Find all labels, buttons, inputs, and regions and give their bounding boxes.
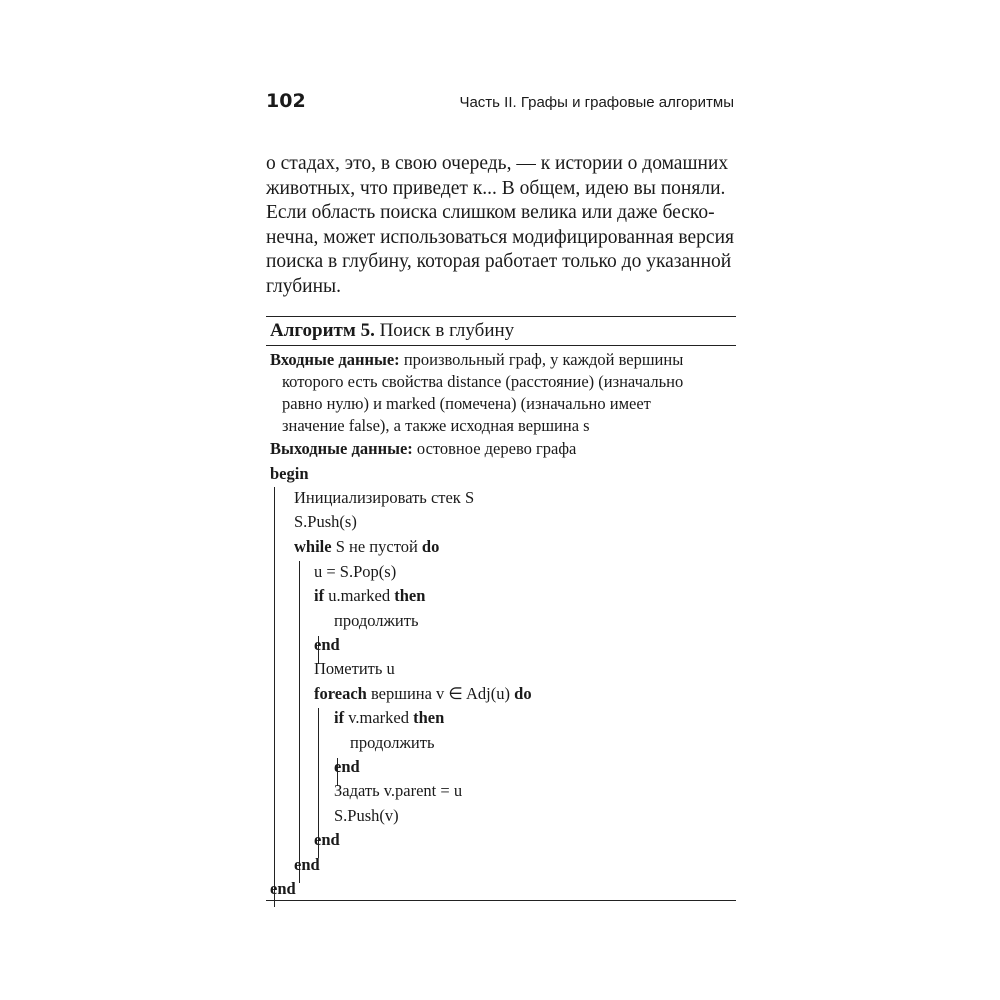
if-line: if v.marked then (334, 708, 445, 727)
output-label: Выходные данные: (270, 439, 413, 458)
output-text: остовное дерево графа (412, 439, 577, 458)
paragraph-line: Если область поиска слишком велика или даже беско- (266, 202, 715, 224)
keyword-begin: begin (270, 464, 309, 483)
output-line (270, 439, 576, 459)
code-line: Задать v.parent = u (334, 781, 463, 800)
algorithm-title-label: Алгоритм 5. (270, 320, 375, 341)
foreach-line: foreach вершина v ∈ Adj(u) do (314, 684, 532, 703)
algorithm-title (266, 316, 736, 346)
page-number: 102 (266, 90, 306, 112)
code-line: S.Push(v) (334, 806, 399, 825)
indent-bar-level2 (299, 561, 300, 883)
code-line: Инициализировать стек S (294, 488, 475, 507)
paragraph-line: глубины. (266, 275, 342, 297)
input-continuation: которого есть свойства distance (расстояние) (изначально (282, 372, 684, 391)
paragraph-line: о стадах, это, в свою очередь, — к истории о домашних (266, 153, 729, 174)
keyword-end: end (314, 830, 340, 849)
input-line (270, 350, 683, 370)
indent-bar-level1 (274, 487, 275, 907)
code-line: u = S.Pop(s) (314, 562, 397, 581)
paragraph-line: нечна, может использоваться модифицированная версия (266, 226, 734, 248)
paragraph-line: поиска в глубину, которая работает только до указанной (266, 251, 732, 273)
code-line: S.Push(s) (294, 512, 357, 531)
code-line: продолжить (350, 733, 435, 752)
algorithm-title-text: Поиск в глубину (374, 320, 515, 341)
body-paragraph (266, 152, 736, 300)
input-continuation: равно нулю) и marked (помечена) (изначально имеет (282, 394, 651, 413)
running-head: Часть II. Графы и графовые алгоритмы (459, 94, 734, 111)
code-line: Пометить u (314, 659, 395, 678)
keyword-end: end (270, 879, 296, 898)
code-line: продолжить (334, 611, 419, 630)
input-text: произвольный граф, у каждой вершины (399, 350, 684, 369)
keyword-end: end (314, 635, 340, 654)
if-line: if u.marked then (314, 586, 426, 605)
algorithm-box (266, 316, 736, 901)
input-continuation: значение false), а также исходная вершина s (282, 416, 590, 435)
paragraph-line: животных, что приведет к... В общем, идею вы поняли. (266, 177, 726, 199)
algorithm-body (266, 346, 736, 901)
keyword-end: end (294, 855, 320, 874)
while-line: while S не пустой do (294, 537, 440, 556)
input-label: Входные данные: (270, 350, 400, 369)
keyword-end: end (334, 757, 360, 776)
